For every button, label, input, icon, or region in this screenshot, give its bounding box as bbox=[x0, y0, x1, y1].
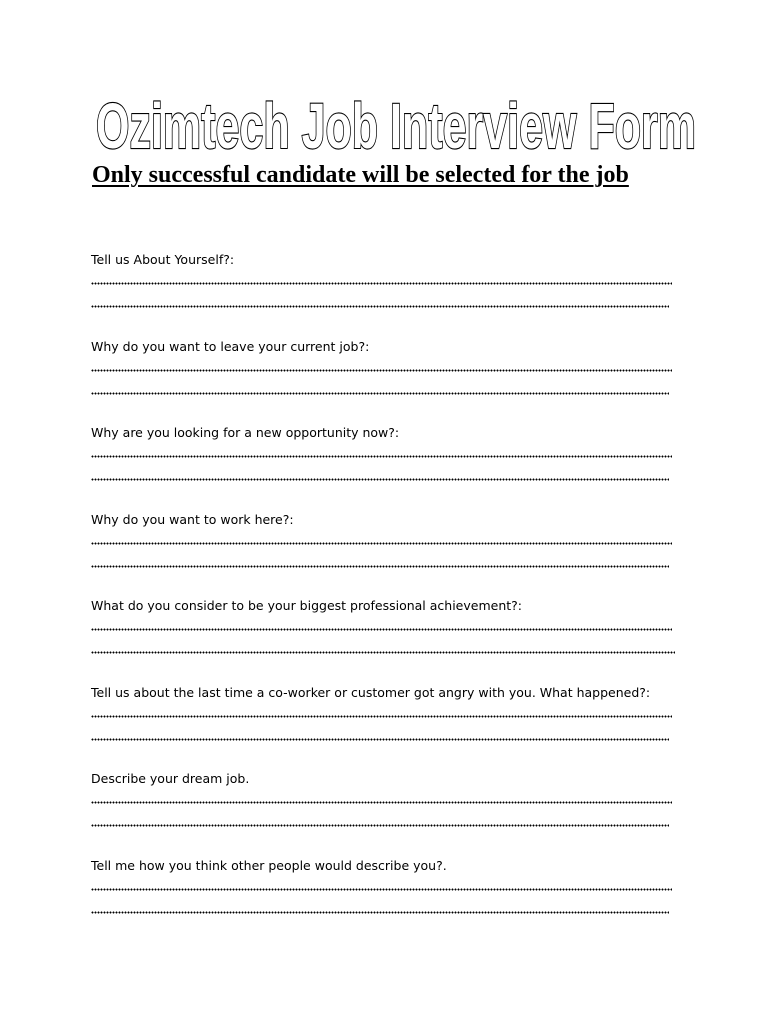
answer-line[interactable] bbox=[91, 651, 675, 654]
answer-line[interactable] bbox=[91, 565, 669, 568]
question-label: Why are you looking for a new opportunity now?: bbox=[91, 425, 400, 440]
question-label: Tell me how you think other people would describe you?. bbox=[91, 857, 447, 873]
question-item-angry-coworker bbox=[91, 684, 681, 771]
form-title bbox=[92, 82, 702, 162]
question-label: Describe your dream job. bbox=[91, 771, 250, 786]
question-item-about-yourself bbox=[91, 251, 681, 338]
answer-line[interactable] bbox=[91, 542, 672, 545]
form-title-wordart bbox=[92, 82, 702, 162]
answer-line[interactable] bbox=[91, 888, 672, 891]
answer-line[interactable] bbox=[91, 305, 669, 308]
answer-line[interactable] bbox=[91, 478, 669, 481]
answer-line[interactable] bbox=[91, 715, 672, 718]
form-subtitle: Only successful candidate will be selected for the job bbox=[92, 162, 629, 188]
answer-line[interactable] bbox=[91, 628, 672, 631]
answer-line[interactable] bbox=[91, 911, 669, 914]
answer-line[interactable] bbox=[91, 392, 669, 395]
form-title-text: Ozimtech Job Interview Form bbox=[96, 90, 696, 162]
answer-line[interactable] bbox=[91, 455, 672, 458]
answer-line[interactable] bbox=[91, 738, 669, 741]
answer-line[interactable] bbox=[91, 824, 669, 827]
question-item-others-describe-you bbox=[91, 857, 681, 944]
question-item-dream-job bbox=[91, 770, 681, 857]
question-label: Why do you want to work here?: bbox=[91, 511, 294, 527]
answer-line[interactable] bbox=[91, 801, 672, 804]
question-label: Why do you want to leave your current job?: bbox=[91, 338, 370, 354]
answer-line[interactable] bbox=[91, 369, 672, 372]
question-list bbox=[91, 251, 681, 943]
question-label: What do you consider to be your biggest professional achievement?: bbox=[91, 598, 522, 613]
question-item-leave-current-job bbox=[91, 338, 681, 425]
question-item-work-here bbox=[91, 511, 681, 598]
question-item-new-opportunity bbox=[91, 424, 681, 511]
question-item-biggest-achievement bbox=[91, 597, 681, 684]
question-label: Tell us about the last time a co-worker or customer got angry with you. What happened?: bbox=[91, 684, 651, 700]
question-label: Tell us About Yourself?: bbox=[91, 252, 235, 267]
answer-line[interactable] bbox=[91, 282, 672, 285]
